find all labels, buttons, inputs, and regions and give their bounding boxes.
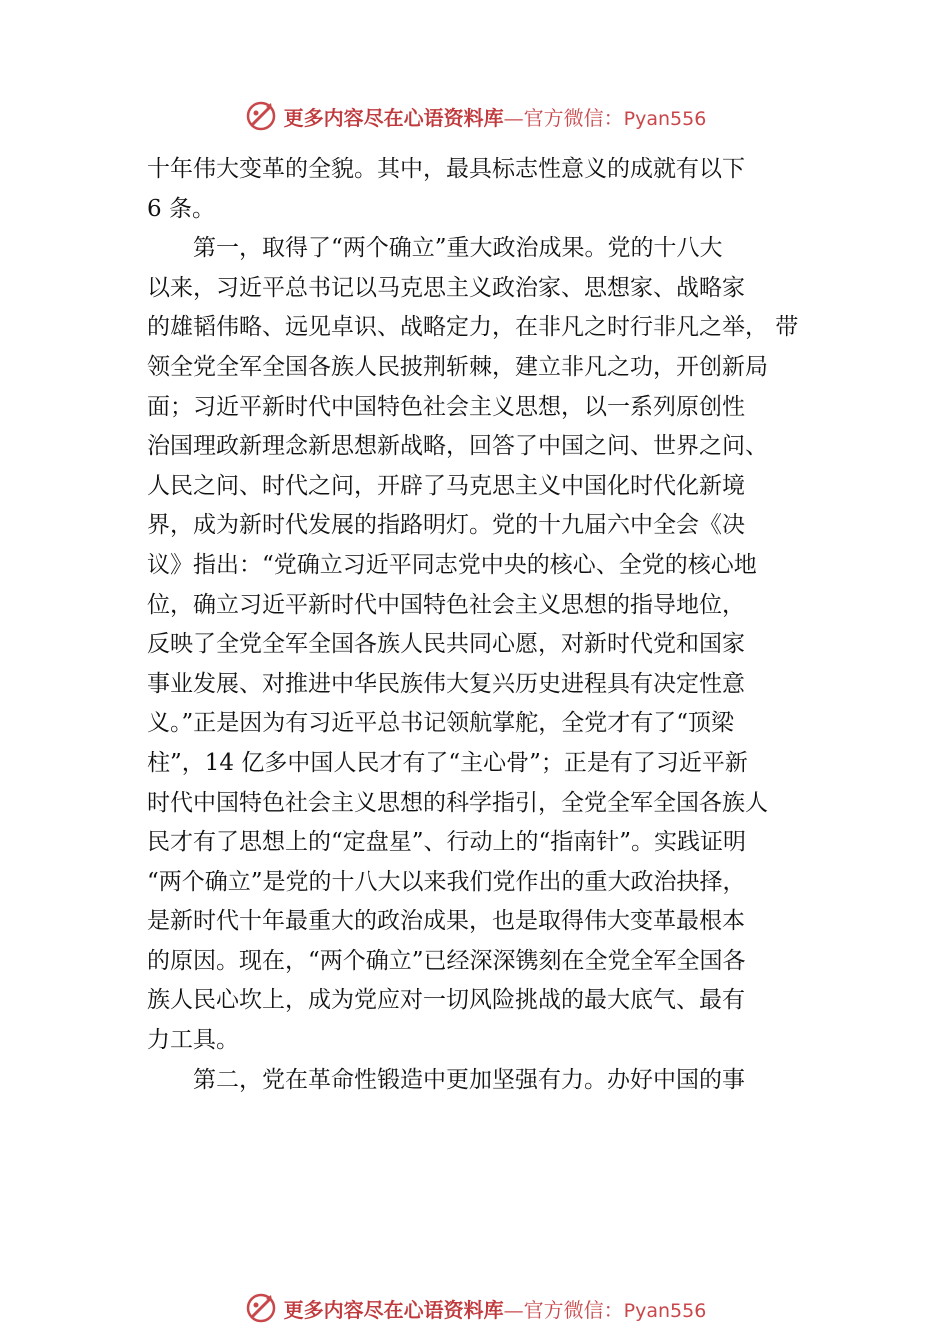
text-line: 是新时代十年最重大的政治成果，也是取得伟大变革最根本	[147, 908, 745, 935]
text-line: 民才有了思想上的“定盘星”、行动上的“指南针”。实践证明	[147, 829, 747, 856]
text-line: 族人民心坎上，成为党应对一切风险挑战的最大底气、最有	[147, 987, 745, 1014]
text-line: 以来，习近平总书记以马克思主义政治家、思想家、战略家	[147, 274, 745, 301]
header-watermark	[0, 94, 950, 138]
brand-logo-icon	[244, 99, 278, 133]
text-line: 治国理政新理念新思想新战略，回答了中国之问、世界之问、	[147, 433, 768, 460]
watermark-label: —官方微信：	[503, 105, 624, 130]
text-line: 第一，取得了“两个确立”重大政治成果。党的十八大	[147, 235, 723, 262]
text-line: 义。”正是因为有习近平总书记领航掌舵，全党才有了“顶梁	[147, 710, 735, 737]
text-line: 力工具。	[147, 1027, 239, 1054]
text-line: 时代中国特色社会主义思想的科学指引，全党全军全国各族人	[147, 789, 768, 816]
text-line: 界，成为新时代发展的指路明灯。党的十九届六中全会《决	[147, 512, 745, 539]
watermark-brand: 更多内容尽在心语资料库	[283, 105, 504, 130]
text-line: “两个确立”是党的十八大以来我们党作出的重大政治抉择，	[147, 868, 746, 895]
text-line: 柱”，14 亿多中国人民才有了“主心骨”；正是有了习近平新	[147, 749, 748, 776]
brand-logo-icon	[244, 1291, 278, 1325]
text-line: 反映了全党全军全国各族人民共同心愿，对新时代党和国家	[147, 631, 745, 658]
text-line: 人民之问、时代之问，开辟了马克思主义中国化时代化新境	[147, 472, 745, 499]
text-line: 事业发展、对推进中华民族伟大复兴历史进程具有决定性意	[147, 670, 745, 697]
text-line: 位，确立习近平新时代中国特色社会主义思想的指导地位，	[147, 591, 745, 618]
text-line: 议》指出：“党确立习近平同志党中央的核心、全党的核心地	[147, 551, 757, 578]
text-line: 的雄韬伟略、远见卓识、战略定力，在非凡之时行非凡之举， 带	[147, 314, 799, 341]
watermark-account: Pyan556	[623, 107, 707, 130]
text-line: 6 条。	[147, 195, 215, 222]
watermark-brand: 更多内容尽在心语资料库	[283, 1297, 504, 1322]
footer-watermark	[0, 1286, 950, 1330]
document-body	[147, 150, 807, 1100]
watermark-account: Pyan556	[623, 1299, 707, 1322]
text-line: 十年伟大变革的全貌。其中，最具标志性意义的成就有以下	[147, 156, 745, 182]
text-line: 的原因。现在，“两个确立”已经深深镌刻在全党全军全国各	[147, 947, 746, 974]
text-line: 第二，党在革命性锻造中更加坚强有力。办好中国的事	[147, 1066, 745, 1093]
watermark-text	[284, 1294, 707, 1323]
watermark-text	[284, 102, 707, 131]
text-line: 领全党全军全国各族人民披荆斩棘，建立非凡之功，开创新局	[147, 353, 768, 380]
watermark-label: —官方微信：	[503, 1297, 624, 1322]
text-line: 面；习近平新时代中国特色社会主义思想，以一系列原创性	[147, 393, 745, 420]
